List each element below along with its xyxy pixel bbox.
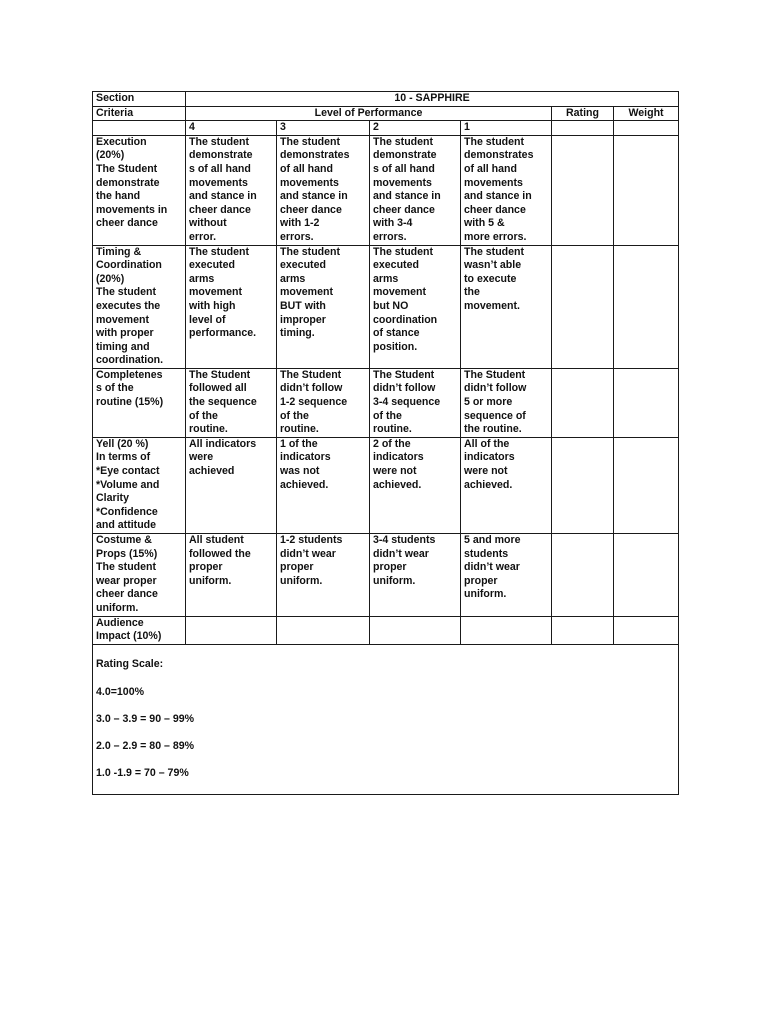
criteria-cell: Completenes s of the routine (15%) — [93, 368, 186, 437]
rating-scale-line: 4.0=100% — [96, 685, 145, 698]
level-1-header: 1 — [461, 121, 552, 136]
level-3-cell: 1-2 students didn’t wear proper uniform. — [277, 534, 370, 617]
level-3-header: 3 — [277, 121, 370, 136]
level-4-cell: The Student followed all the sequence of the routine. — [186, 368, 277, 437]
level-2-cell: The Student didn’t follow 3-4 sequence of the routine. — [370, 368, 461, 437]
level-1-cell: The Student didn’t follow 5 or more sequence of the routine. — [461, 368, 552, 437]
weight-label: Weight — [614, 106, 679, 121]
weight-cell — [614, 534, 679, 617]
rubric-table — [92, 91, 679, 795]
table-row-execution — [93, 135, 679, 245]
weight-cell — [614, 616, 679, 644]
weight-blank-cell — [614, 121, 679, 136]
rating-cell — [552, 245, 614, 368]
level-1-cell — [461, 616, 552, 644]
level-3-cell: The Student didn’t follow 1-2 sequence of the routine. — [277, 368, 370, 437]
rating-cell — [552, 135, 614, 245]
level-2-cell: The student demonstrate s of all hand movements and stance in cheer dance with 3-4 errors. — [370, 135, 461, 245]
rating-scale-row — [93, 644, 679, 795]
rating-scale-title: Rating Scale: — [96, 658, 164, 671]
table-row-timing — [93, 245, 679, 368]
table-row-yell — [93, 437, 679, 533]
weight-cell — [614, 368, 679, 437]
level-3-cell: 1 of the indicators was not achieved. — [277, 437, 370, 533]
rating-cell — [552, 616, 614, 644]
criteria-cell: Timing & Coordination (20%) The student executes the movement with proper timing and coordination. — [93, 245, 186, 368]
section-row — [93, 92, 679, 107]
level-4-cell: The student demonstrate s of all hand movements and stance in cheer dance without error. — [186, 135, 277, 245]
level-3-cell: The student executed arms movement BUT with improper timing. — [277, 245, 370, 368]
level-of-performance-label: Level of Performance — [186, 106, 552, 121]
level-2-cell: 2 of the indicators were not achieved. — [370, 437, 461, 533]
level-4-cell: All indicators were achieved — [186, 437, 277, 533]
level-1-cell: 5 and more students didn’t wear proper uniform. — [461, 534, 552, 617]
table-row-costume — [93, 534, 679, 617]
level-2-header: 2 — [370, 121, 461, 136]
criteria-header-row — [93, 106, 679, 121]
weight-cell — [614, 437, 679, 533]
criteria-cell: Costume & Props (15%) The student wear proper cheer dance uniform. — [93, 534, 186, 617]
rating-cell — [552, 368, 614, 437]
rating-scale-cell — [93, 644, 679, 795]
section-label: Section — [93, 92, 186, 107]
level-1-cell: The student wasn’t able to execute the movement. — [461, 245, 552, 368]
criteria-label: Criteria — [93, 106, 186, 121]
table-row-completeness — [93, 368, 679, 437]
level-4-cell: The student executed arms movement with high level of performance. — [186, 245, 277, 368]
criteria-cell: Audience Impact (10%) — [93, 616, 186, 644]
criteria-cell: Yell (20 %) In terms of *Eye contact *Volume and Clarity *Confidence and attitude — [93, 437, 186, 533]
level-4-header: 4 — [186, 121, 277, 136]
level-3-cell — [277, 616, 370, 644]
weight-cell — [614, 245, 679, 368]
rating-scale-line: 2.0 – 2.9 = 80 – 89% — [96, 739, 195, 752]
rating-scale-line: 3.0 – 3.9 = 90 – 99% — [96, 712, 195, 725]
section-value: 10 - SAPPHIRE — [186, 92, 679, 107]
criteria-cell: Execution (20%) The Student demonstrate the hand movements in cheer dance — [93, 135, 186, 245]
level-4-cell: All student followed the proper uniform. — [186, 534, 277, 617]
weight-cell — [614, 135, 679, 245]
level-2-cell — [370, 616, 461, 644]
level-3-cell: The student demonstrates of all hand movements and stance in cheer dance with 1-2 errors. — [277, 135, 370, 245]
level-1-cell: The student demonstrates of all hand movements and stance in cheer dance with 5 & more errors. — [461, 135, 552, 245]
levels-blank-cell — [93, 121, 186, 136]
level-4-cell — [186, 616, 277, 644]
rating-label: Rating — [552, 106, 614, 121]
level-2-cell: The student executed arms movement but NO coordination of stance position. — [370, 245, 461, 368]
rating-blank-cell — [552, 121, 614, 136]
level-1-cell: All of the indicators were not achieved. — [461, 437, 552, 533]
rating-cell — [552, 534, 614, 617]
rating-scale-line: 1.0 -1.9 = 70 – 79% — [96, 767, 189, 780]
level-2-cell: 3-4 students didn’t wear proper uniform. — [370, 534, 461, 617]
rating-cell — [552, 437, 614, 533]
table-row-audience — [93, 616, 679, 644]
levels-row — [93, 121, 679, 136]
